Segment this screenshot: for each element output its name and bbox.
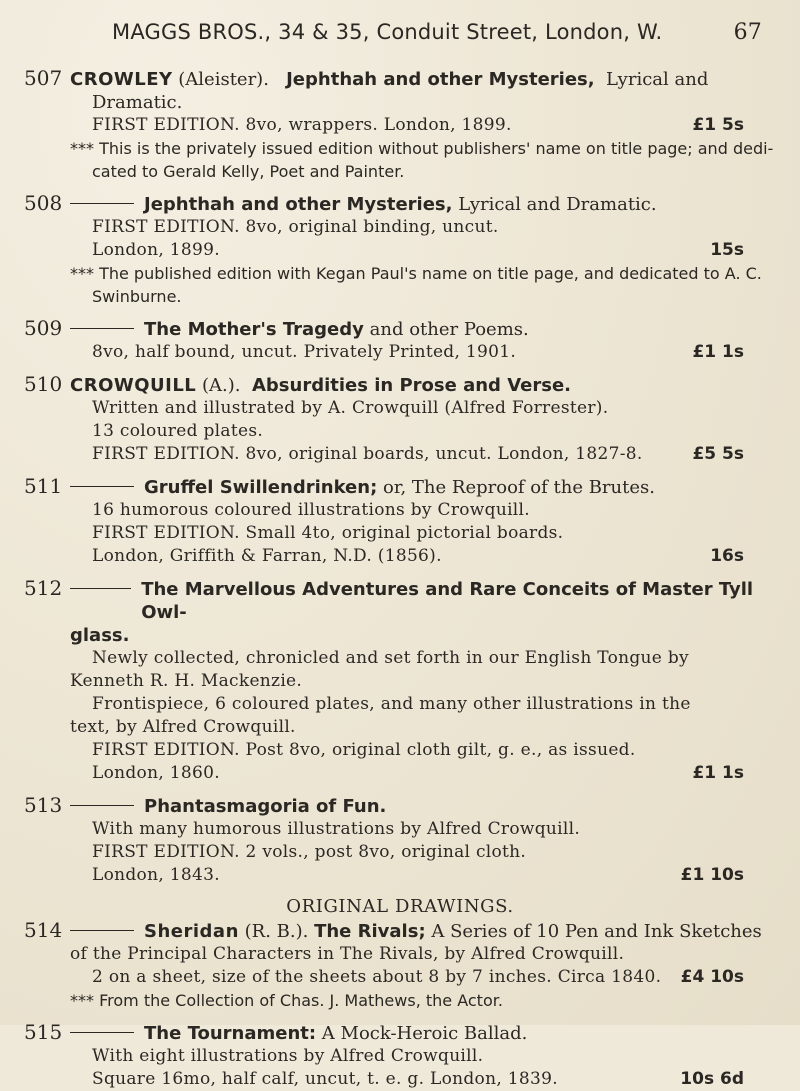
catalogue-entry-512	[24, 577, 776, 785]
entry-author: CROWLEY	[70, 69, 173, 90]
entry-number: 509	[24, 316, 63, 340]
entry-title: Absurdities in Prose and Verse.	[251, 375, 571, 396]
section-heading: ORIGINAL DRAWINGS.	[286, 896, 514, 917]
entry-title: The Tournament:	[144, 1023, 317, 1044]
entry-title: Jephthah and other Mysteries,	[144, 194, 453, 215]
catalogue-entry-511	[24, 475, 776, 568]
entry-price: £4 10s	[680, 967, 744, 987]
entry-number: 511	[24, 474, 63, 498]
entry-edition: FIRST EDITION. 2 vols., post 8vo, original cloth.	[92, 842, 527, 862]
entry-number: 515	[24, 1020, 63, 1044]
ditto-rule	[70, 1032, 134, 1033]
entry-edition: FIRST EDITION. 8vo, wrappers. London, 1899.	[92, 115, 512, 135]
ditto-rule	[70, 486, 134, 487]
catalogue-entry-509	[24, 317, 776, 364]
ditto-rule	[70, 588, 131, 589]
entry-number: 507	[24, 66, 63, 90]
entry-description: 16 humorous coloured illustrations by Crowquill.	[92, 500, 530, 520]
entry-title: The Mother's Tragedy	[144, 319, 364, 340]
entry-price: £1 1s	[692, 763, 744, 783]
entry-illustrations-cont: text, by Alfred Crowquill.	[70, 717, 296, 737]
entry-edition: 8vo, half bound, uncut. Privately Printed, 1901.	[92, 342, 517, 362]
entry-edition: FIRST EDITION. Post 8vo, original cloth gilt, g. e., as issued.	[92, 740, 636, 760]
entry-title-line2: Dramatic.	[92, 92, 183, 113]
entry-note-cont: cated to Gerald Kelly, Poet and Painter.	[92, 162, 405, 181]
entry-plates: 13 coloured plates.	[92, 421, 264, 441]
entry-note-cont: Swinburne.	[92, 287, 182, 306]
entry-description: Written and illustrated by A. Crowquill (Alfred Forrester).	[92, 398, 609, 418]
entry-author-initials: (A.).	[202, 375, 241, 396]
entry-imprint: London, 1843.	[92, 865, 220, 885]
entry-imprint: London, Griffith & Farran, N.D. (1856).	[92, 546, 442, 566]
entry-description: Newly collected, chronicled and set forth in our English Tongue by	[92, 648, 689, 668]
running-head: MAGGS BROS., 34 & 35, Conduit Street, London, W.	[112, 20, 663, 44]
entry-price: 15s	[710, 240, 744, 260]
entry-subtitle: or, The Reproof of the Brutes.	[383, 477, 655, 498]
entry-imprint: London, 1899.	[92, 240, 220, 260]
ditto-rule	[70, 805, 134, 806]
entry-description: With many humorous illustrations by Alfred Crowquill.	[92, 819, 581, 839]
entry-size: 2 on a sheet, size of the sheets about 8 by 7 inches. Circa 1840.	[92, 967, 662, 987]
entry-description: of the Principal Characters in The Rivals, by Alfred Crowquill.	[70, 944, 625, 964]
entry-description-cont: Kenneth R. H. Mackenzie.	[70, 671, 303, 691]
catalogue-entry-515	[24, 1021, 776, 1091]
ditto-rule	[70, 930, 134, 931]
entry-note: *** This is the privately issued edition without publishers' name on title page; and dedi-	[70, 139, 774, 158]
entry-title-cont: glass.	[70, 625, 130, 646]
entry-author: Sheridan	[144, 921, 239, 942]
entry-subtitle: A Series of 10 Pen and Ink Sketches	[431, 921, 762, 942]
entry-price: 10s 6d	[680, 1069, 744, 1089]
entry-subtitle: A Mock-Heroic Ballad.	[321, 1023, 528, 1044]
entry-title: The Rivals;	[314, 921, 426, 942]
entry-title: Jephthah and other Mysteries,	[286, 69, 595, 90]
entry-price: £1 10s	[680, 865, 744, 885]
entry-imprint: London, 1860.	[92, 763, 220, 783]
entry-number: 514	[24, 918, 63, 942]
entry-author-initials: (Aleister).	[178, 69, 269, 90]
ditto-rule	[70, 203, 134, 204]
entry-title: Gruffel Swillendrinken;	[144, 477, 378, 498]
entry-title: The Marvellous Adventures and Rare Conceits of Master Tyll Owl-	[141, 579, 754, 623]
entry-title: Phantasmagoria of Fun.	[144, 796, 387, 817]
catalogue-entry-507	[24, 67, 776, 183]
entry-price: 16s	[710, 546, 744, 566]
entry-edition: FIRST EDITION. 8vo, original boards, uncut. London, 1827-8.	[92, 444, 643, 464]
page-number: 67	[733, 20, 762, 45]
entry-number: 510	[24, 372, 63, 396]
page-header	[112, 20, 762, 45]
entry-edition: FIRST EDITION. 8vo, original binding, uncut.	[92, 217, 499, 237]
entry-edition: FIRST EDITION. Small 4to, original pictorial boards.	[92, 523, 564, 543]
entry-price: £1 1s	[692, 342, 744, 362]
entry-edition: Square 16mo, half calf, uncut, t. e. g. London, 1839.	[92, 1069, 558, 1089]
entry-price: £5 5s	[692, 444, 744, 464]
catalogue-entry-510	[24, 373, 776, 466]
entry-author: CROWQUILL	[70, 375, 197, 396]
entry-description: With eight illustrations by Alfred Crowquill.	[92, 1046, 484, 1066]
entry-illustrations: Frontispiece, 6 coloured plates, and many other illustrations in the	[92, 694, 691, 714]
entry-subtitle: Lyrical and Dramatic.	[458, 194, 657, 215]
entry-price: £1 5s	[692, 115, 744, 135]
entry-number: 508	[24, 191, 63, 215]
entry-note: *** From the Collection of Chas. J. Mathews, the Actor.	[70, 991, 503, 1010]
entry-title-cont: Lyrical and	[606, 69, 709, 90]
entry-subtitle: and other Poems.	[369, 319, 529, 340]
catalogue-entry-514	[24, 919, 776, 1012]
entry-note: *** The published edition with Kegan Paul's name on title page, and dedicated to A. C.	[70, 264, 762, 283]
catalogue-entry-513	[24, 794, 776, 887]
entry-number: 513	[24, 793, 63, 817]
catalogue-entry-508	[24, 192, 776, 308]
ditto-rule	[70, 328, 134, 329]
entry-author-initials: (R. B.).	[244, 921, 309, 942]
entry-number: 512	[24, 576, 63, 600]
